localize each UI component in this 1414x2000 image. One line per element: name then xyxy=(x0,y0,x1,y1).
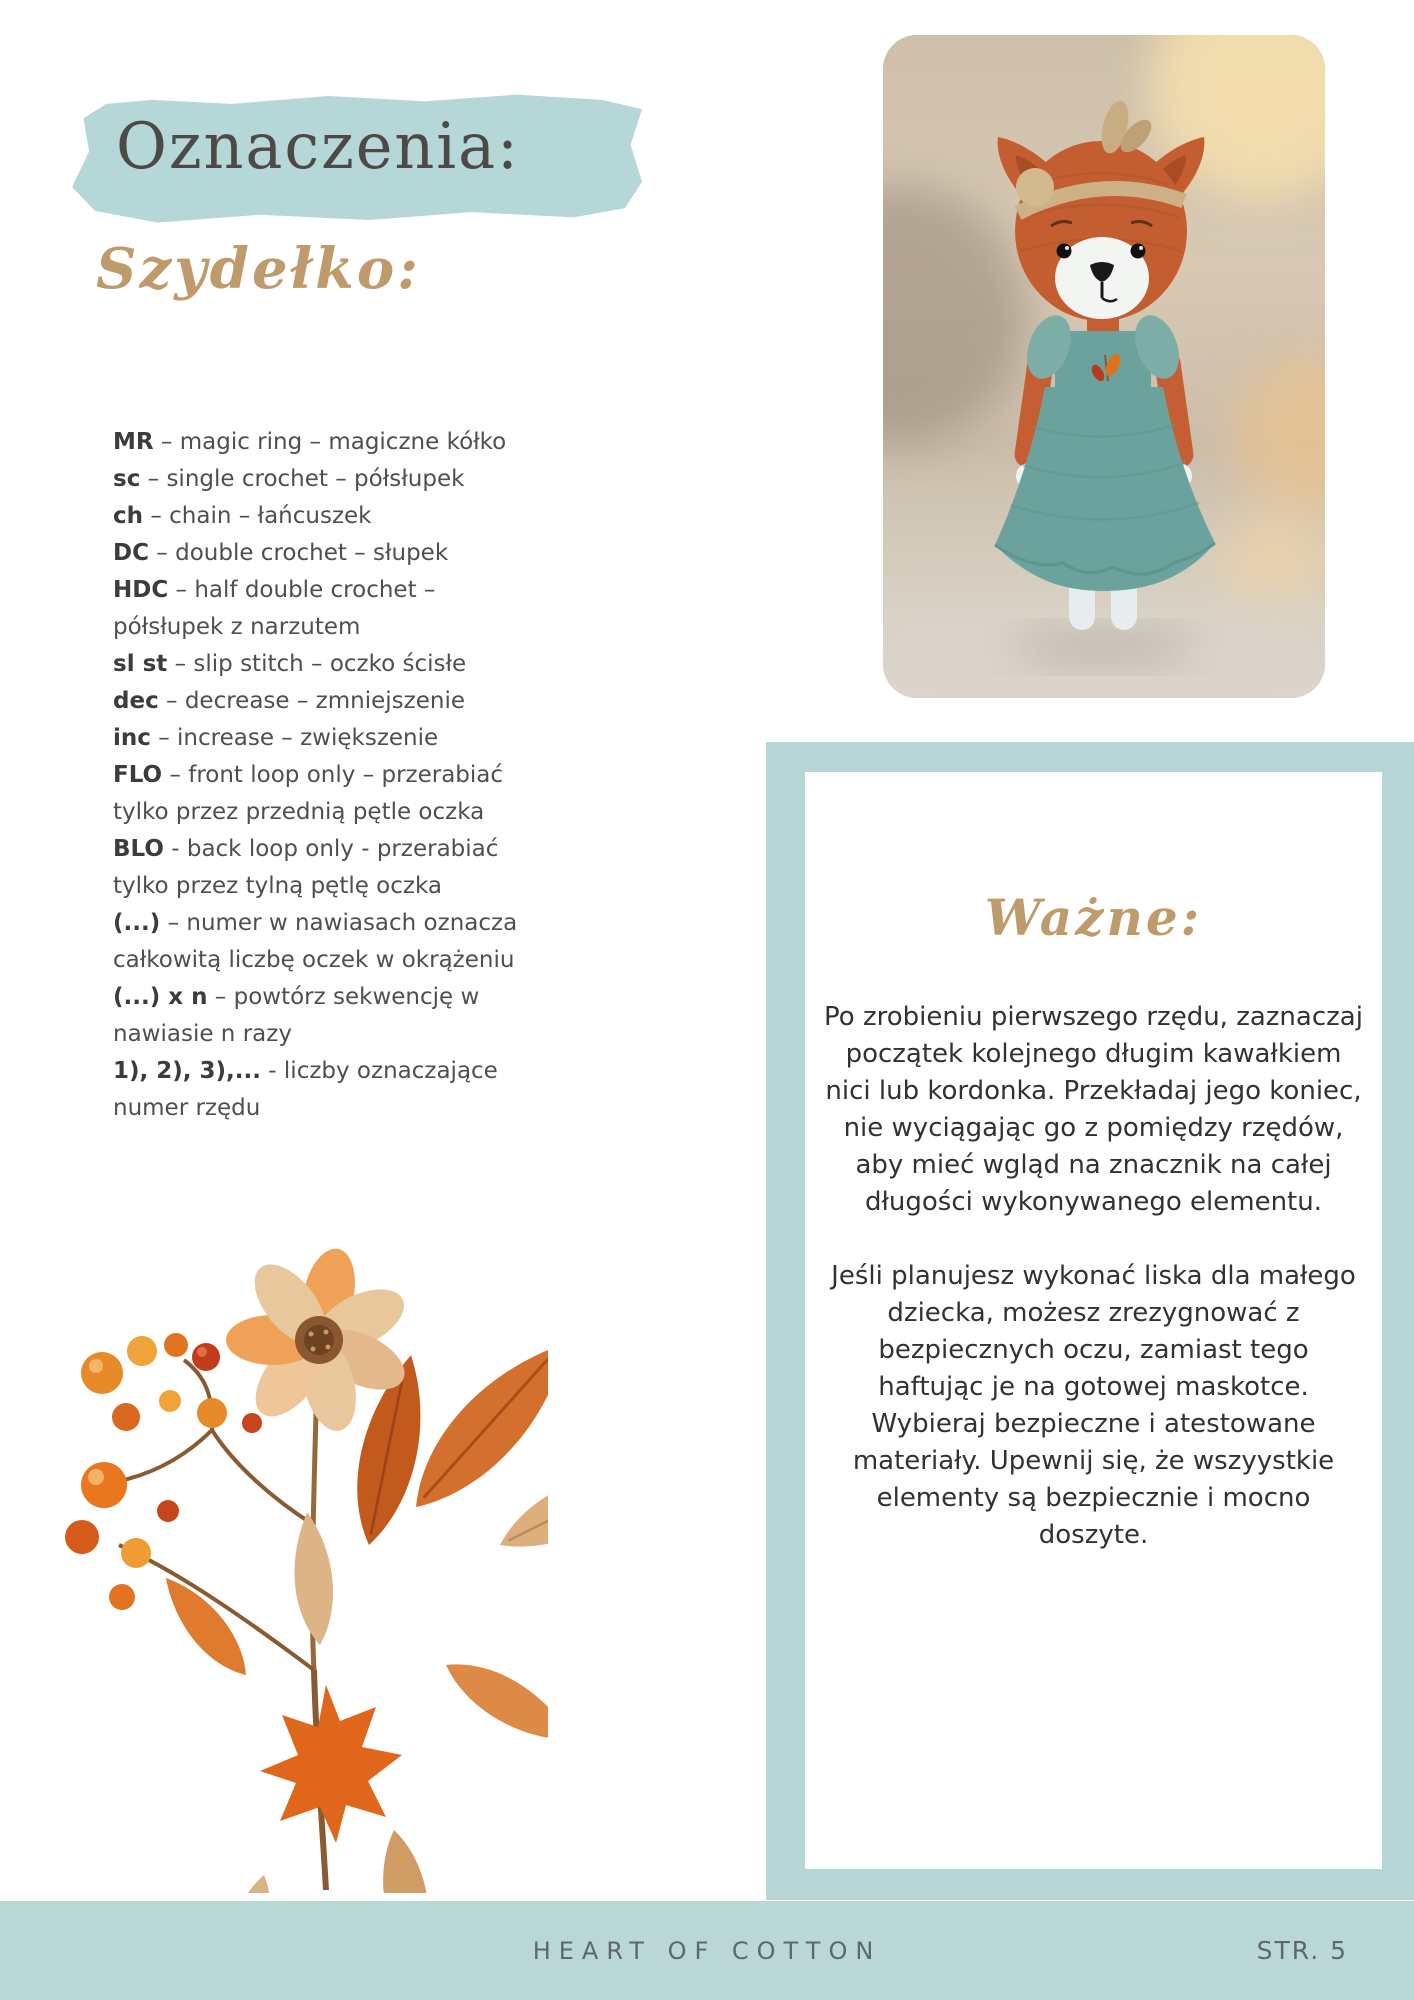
abbr-term: MR xyxy=(113,429,154,455)
abbreviation-item xyxy=(113,831,527,905)
abbreviation-item xyxy=(113,535,527,572)
abbr-term: BLO xyxy=(113,836,164,862)
abbr-term: (...) xyxy=(113,910,161,936)
abbr-definition: – half double crochet – półsłupek z narzutem xyxy=(113,577,436,640)
abbr-definition: – double crochet – słupek xyxy=(156,540,449,566)
abbr-definition: – slip stitch – oczko ścisłe xyxy=(174,651,467,677)
abbr-definition: – increase – zwiększenie xyxy=(158,725,439,751)
important-paragraph: Po zrobieniu pierwszego rzędu, zaznaczaj początek kolejnego długim kawałkiem nici lub kordonka. Przekładaj jego koniec, nie wyciągając go z pomiędzy rzędów, aby mieć wgląd na znacznik na całej długości wykonywanego elementu. xyxy=(824,1002,1363,1217)
abbr-term: (...) x n xyxy=(113,984,208,1010)
abbreviation-item xyxy=(113,905,527,979)
fox-doll-photo xyxy=(883,35,1325,698)
page-title: Oznaczenia: xyxy=(116,110,520,184)
abbr-term: FLO xyxy=(113,762,163,788)
important-heading: Ważne: xyxy=(984,888,1203,947)
important-text xyxy=(823,999,1365,1554)
abbreviation-item xyxy=(113,646,527,683)
abbreviation-item xyxy=(113,498,527,535)
abbreviation-item xyxy=(113,572,527,646)
abbreviation-item xyxy=(113,424,527,461)
abbreviation-item xyxy=(113,757,527,831)
abbr-definition: – magic ring – magiczne kółko xyxy=(160,429,507,455)
abbr-term: dec xyxy=(113,688,159,714)
page-number: STR. 5 xyxy=(1256,1936,1348,1965)
abbr-definition: - back loop only - przerabiać tylko przez tylną pętlę oczka xyxy=(113,836,499,899)
abbr-definition: – powtórz sekwencję w nawiasie n razy xyxy=(113,984,480,1047)
abbr-term: HDC xyxy=(113,577,169,603)
important-section xyxy=(766,742,1414,1900)
abbr-definition: – chain – łańcuszek xyxy=(150,503,372,529)
abbr-definition: – front loop only – przerabiać tylko przez przednią pętle oczka xyxy=(113,762,504,825)
section-heading-szydelko: Szydełko: xyxy=(96,236,421,302)
abbreviation-item xyxy=(113,461,527,498)
abbr-definition: – numer w nawiasach oznacza całkowitą liczbę oczek w okrążeniu xyxy=(113,910,518,973)
abbr-definition: – decrease – zmniejszenie xyxy=(166,688,465,714)
page-footer xyxy=(0,1901,1414,2000)
abbr-term: inc xyxy=(113,725,151,751)
brand-name: HEART OF COTTON xyxy=(532,1937,882,1965)
abbr-term: sl st xyxy=(113,651,168,677)
abbr-definition: – single crochet – półsłupek xyxy=(147,466,465,492)
important-paragraph: Jeśli planujesz wykonać liska dla małego dziecka, możesz zrezygnować z bezpiecznych oczu, zamiast tego haftując je na gotowej maskotce. Wybieraj bezpieczne i atestowane materiały. Upewnij się, że wszyystkie elementy są bezpiecznie i mocno doszyte. xyxy=(831,1261,1356,1550)
abbreviation-item xyxy=(113,979,527,1053)
abbr-term: 1), 2), 3),... xyxy=(113,1058,261,1084)
abbr-term: DC xyxy=(113,540,149,566)
abbreviation-item xyxy=(113,720,527,757)
abbr-definition: - liczby oznaczające numer rzędu xyxy=(113,1058,498,1121)
autumn-bouquet-illustration xyxy=(64,1245,548,1893)
abbr-term: ch xyxy=(113,503,144,529)
important-card xyxy=(805,772,1382,1869)
abbreviation-item xyxy=(113,683,527,720)
fox-doll-illustration xyxy=(883,35,1325,698)
abbr-term: sc xyxy=(113,466,141,492)
abbreviation-list xyxy=(113,424,527,1127)
abbreviation-item xyxy=(113,1053,527,1127)
